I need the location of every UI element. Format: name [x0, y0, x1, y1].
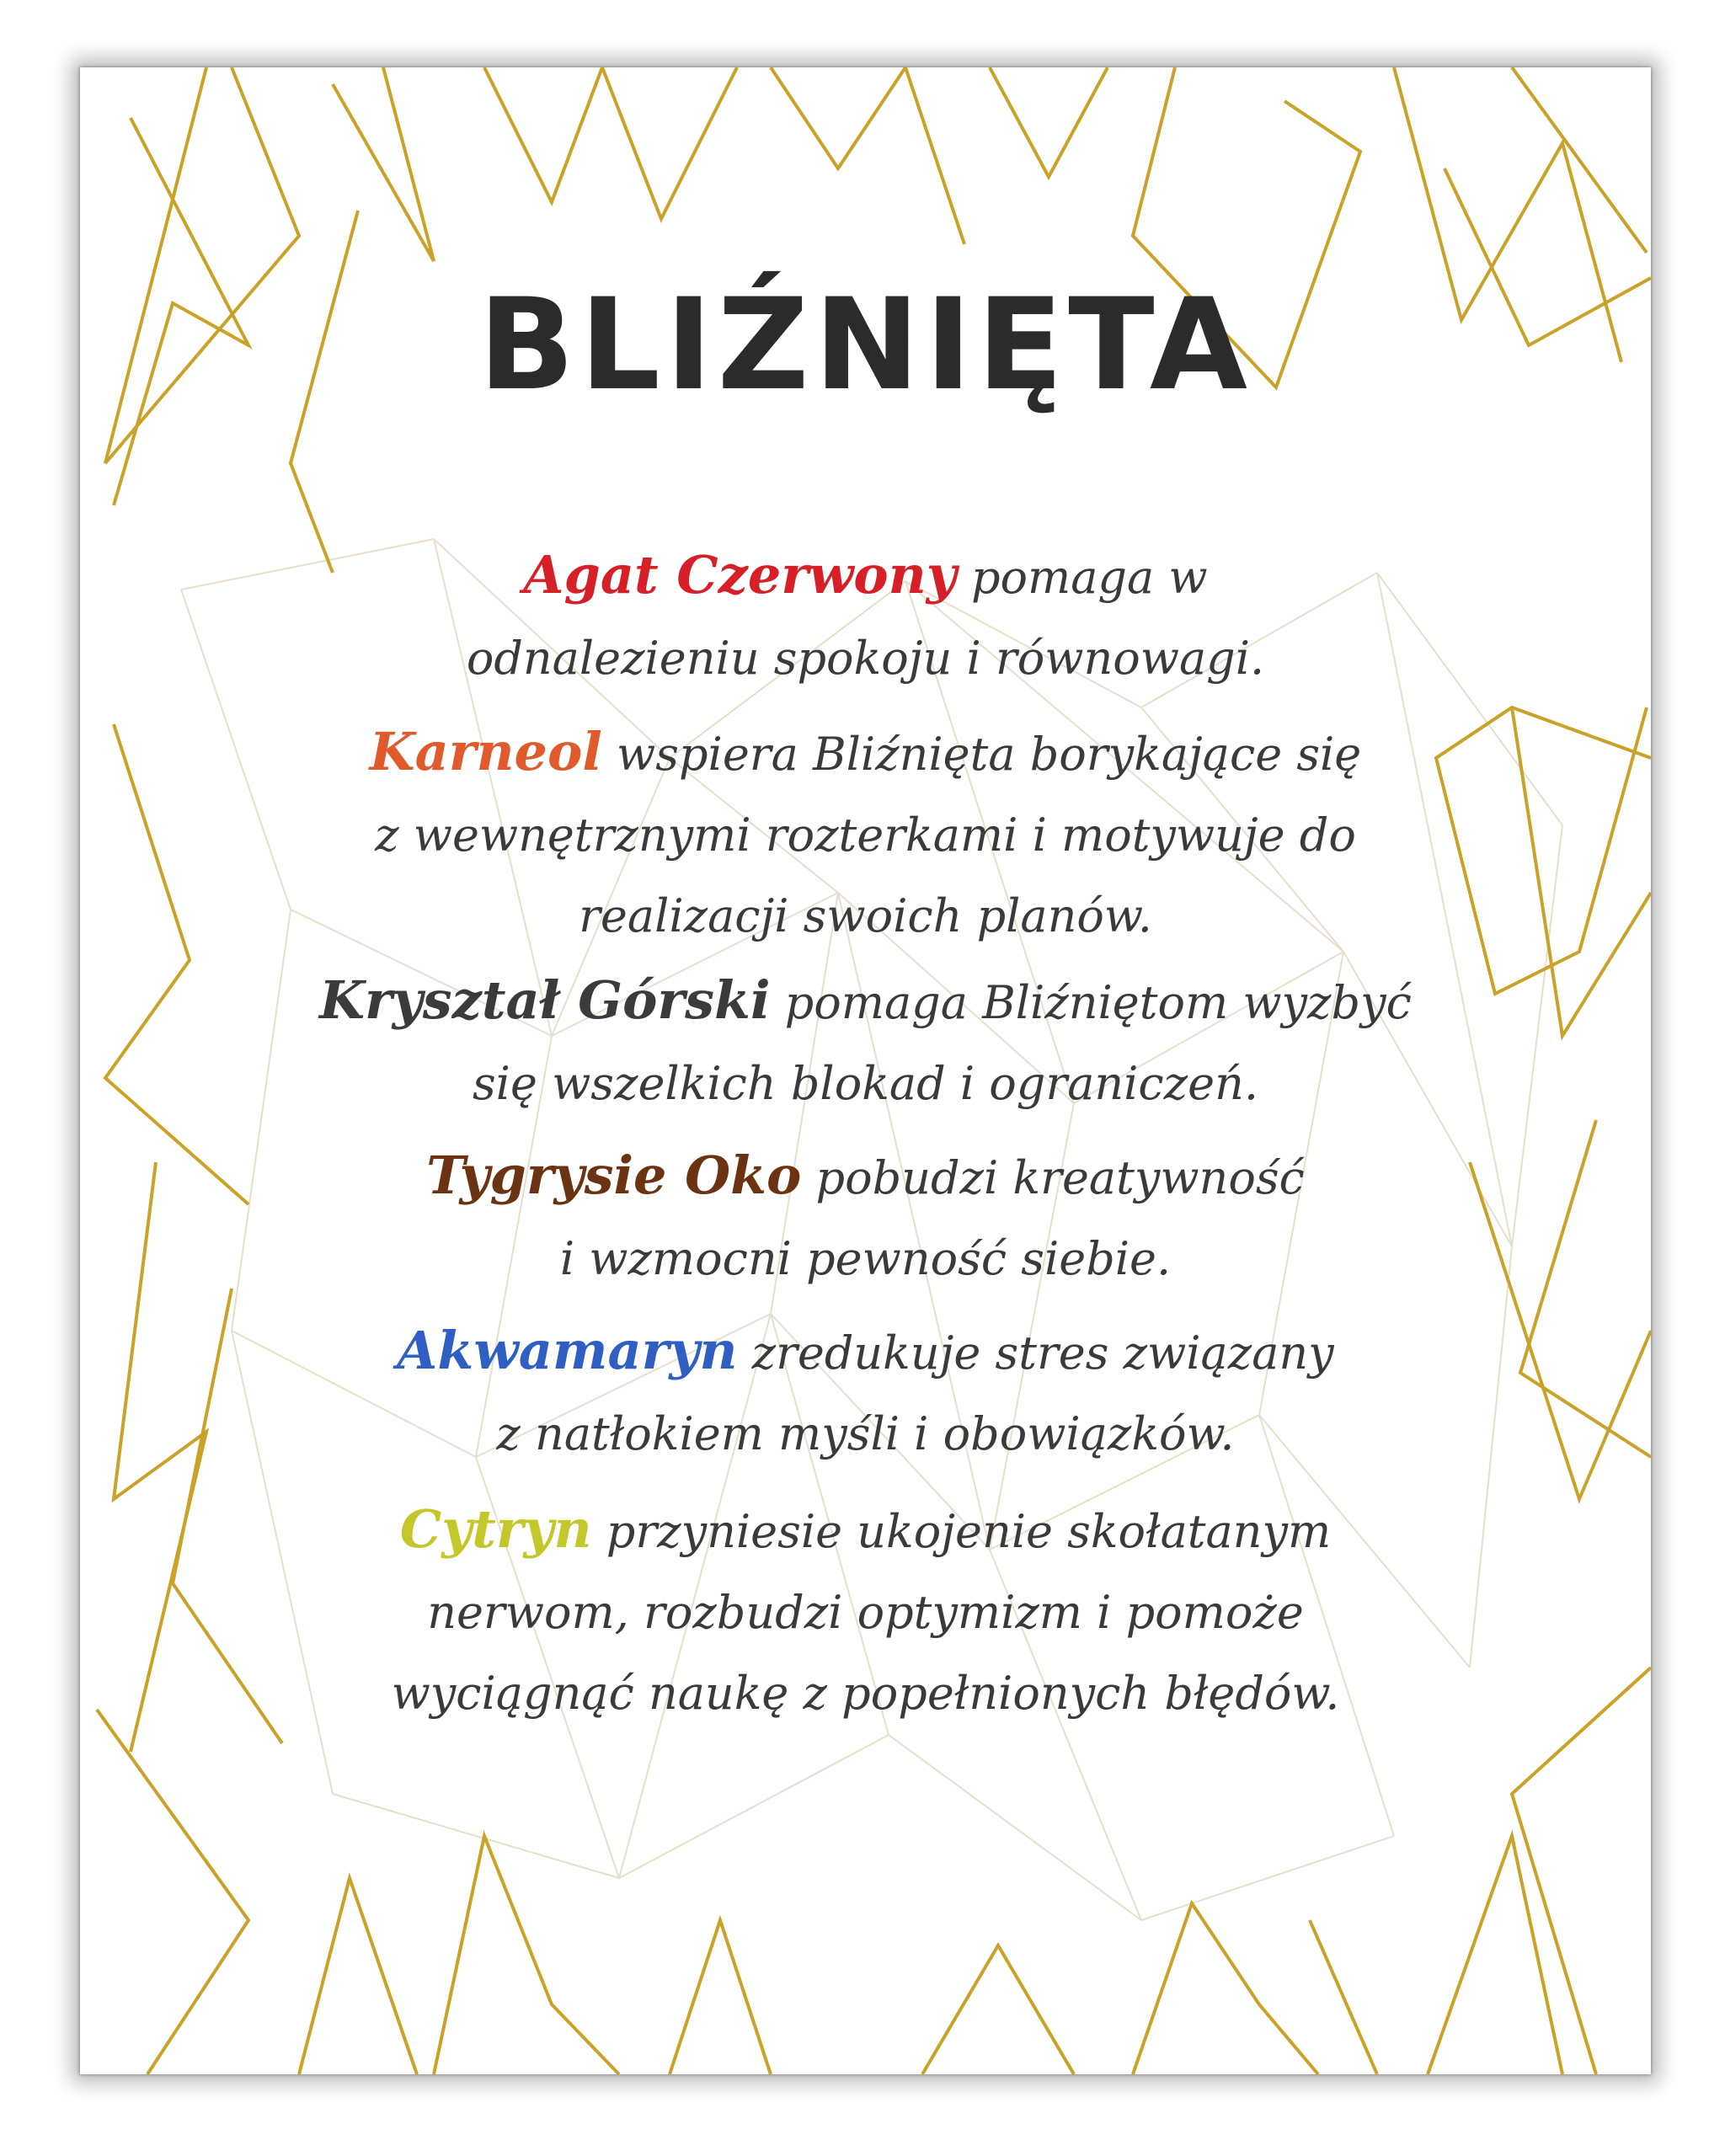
stone-desc: zredukuje stres związany: [737, 1326, 1334, 1380]
stone-name: Cytryn: [399, 1498, 592, 1560]
stone-entry-karneol: [198, 712, 1533, 957]
stone-desc: wyciągnąć naukę z popełnionych błędów.: [391, 1667, 1340, 1720]
stone-name: Tygrysie Oko: [426, 1145, 802, 1206]
stone-name: Akwamaryn: [397, 1320, 738, 1381]
stone-name: Kryształ Górski: [319, 969, 771, 1031]
poster-card: [80, 67, 1651, 2074]
stone-name: Agat Czerwony: [523, 544, 957, 606]
stone-desc: realizacji swoich planów.: [579, 889, 1152, 942]
stone-desc: wspiera Bliźnięta borykające się: [601, 728, 1362, 781]
page-title: BLIŹNIĘTA: [478, 272, 1253, 419]
stone-entry-agat: [198, 535, 1533, 699]
stone-desc: odnalezieniu spokoju i równowagi.: [466, 632, 1265, 685]
stone-desc: przyniesie ukojenie skołatanym: [591, 1505, 1332, 1558]
stone-desc: z wewnętrznymi rozterkami i motywuje do: [375, 808, 1356, 862]
stone-entry-tygrysie-oko: [198, 1135, 1533, 1299]
stone-desc: z natłokiem myśli i obowiązków.: [496, 1407, 1235, 1460]
stone-desc: pomaga Bliźniętom wyzbyć: [770, 976, 1412, 1029]
stone-desc: i wzmocni pewność siebie.: [559, 1232, 1172, 1285]
stone-desc: pomaga w: [956, 551, 1208, 604]
poster-content: [80, 67, 1651, 2074]
stone-desc: pobudzi kreatywność: [801, 1151, 1305, 1204]
stone-entry-akwamaryn: [198, 1310, 1533, 1475]
stone-name: Karneol: [369, 721, 602, 782]
stone-desc: się wszelkich blokad i ograniczeń.: [472, 1057, 1259, 1110]
stone-entry-krysztal: [198, 960, 1533, 1124]
stone-entry-cytryn: [198, 1489, 1533, 1734]
stone-desc: nerwom, rozbudzi optymizm i pomoże: [427, 1586, 1304, 1639]
